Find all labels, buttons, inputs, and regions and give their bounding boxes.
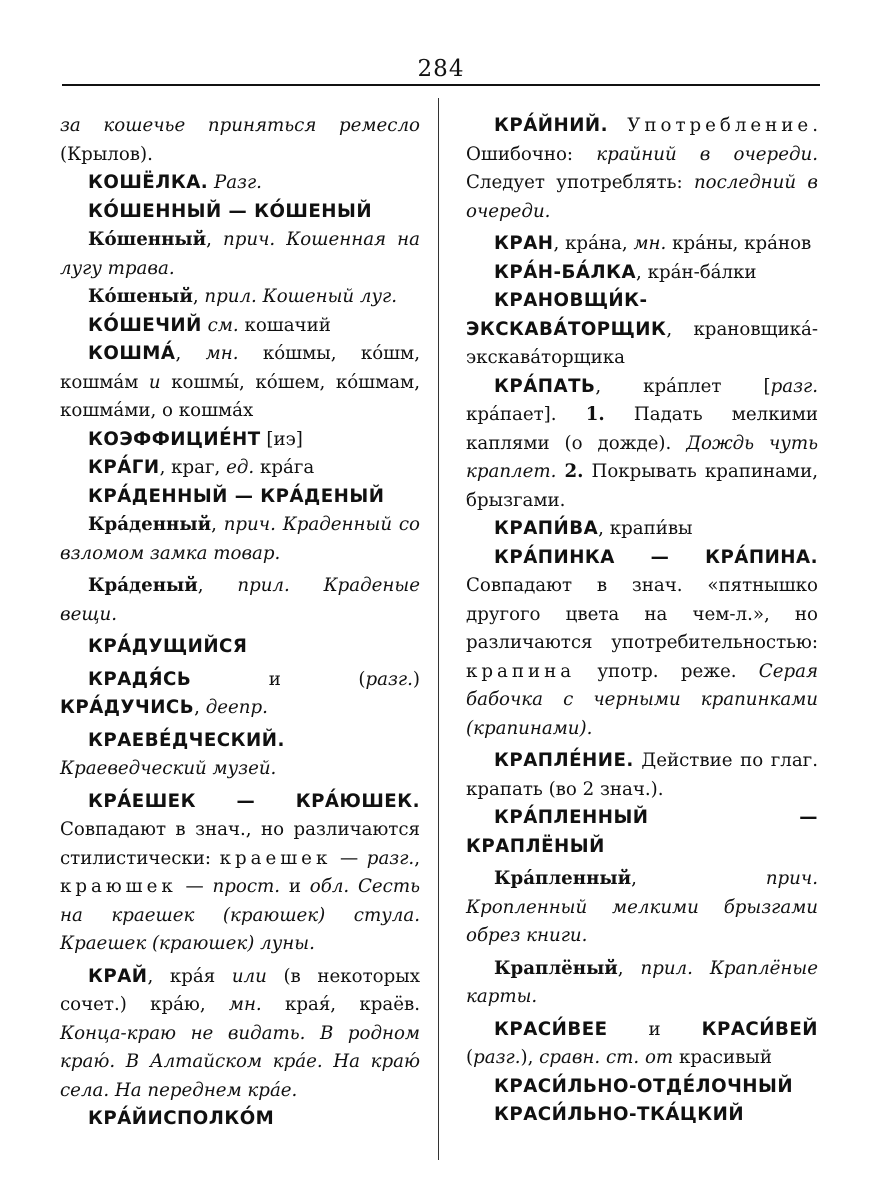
entry-text: , кра́я: [147, 965, 232, 987]
entry-text: Кра́деный: [88, 575, 198, 596]
entry-headword: КРАЕВЕ́ДЧЕСКИЙ.: [88, 729, 285, 751]
entry-text: , крановщика́-экскава́торщика: [466, 318, 818, 368]
dictionary-entry: [60, 198, 420, 227]
column-divider: [438, 98, 439, 1160]
dictionary-entry: [466, 1101, 818, 1130]
entry-text: прост.: [212, 876, 281, 897]
entry-headword: КРАН: [494, 233, 554, 254]
entry-text: обл. Сесть на краешек (краюшек) стула. Краешек (краюшек) луны.: [60, 876, 420, 954]
entry-headword: КРА́Н-БА́ЛКА: [494, 261, 637, 283]
entry-text: мн.: [633, 233, 667, 254]
dictionary-entry: [60, 963, 420, 1106]
dictionary-entry: [60, 283, 420, 312]
entry-text: кра́пает].: [466, 404, 586, 425]
dictionary-entry: [466, 955, 818, 1012]
entry-text: разг.: [365, 668, 413, 690]
dictionary-entry: [60, 454, 420, 483]
entry-headword: КОШЁЛКА.: [88, 172, 209, 193]
dictionary-entry: [466, 1073, 818, 1102]
entry-text: Действие по глаг. крапать (во 2 знач.).: [466, 750, 818, 800]
entry-text: Следует употреблять:: [466, 172, 694, 193]
entry-text: ,: [192, 286, 205, 307]
entry-text: разг.: [366, 847, 415, 869]
entry-headword: КРАПЛЕ́НИЕ.: [494, 750, 634, 771]
dictionary-entry: [60, 483, 420, 512]
entry-headword: КРА́ПАТЬ: [494, 375, 596, 397]
dictionary-entry: [60, 426, 420, 455]
entry-text: Серая бабочка с черными крапинками (крапинами).: [466, 660, 818, 739]
dictionary-entry: [466, 373, 818, 516]
entry-text: Кра́денный: [88, 514, 212, 535]
entry-text: 1.: [585, 404, 605, 425]
entry-text: прил. Краплёные карты.: [466, 957, 818, 1007]
entry-text: Дождь чуть краплет.: [466, 432, 818, 482]
entry-headword: КОШМА́: [88, 343, 176, 364]
entry-text: ,: [414, 847, 420, 869]
entry-headword: КРАЙ: [88, 965, 148, 987]
entry-text: [иэ]: [260, 428, 303, 450]
entry-text: ,: [194, 697, 206, 718]
entry-headword: КРАПИ́ВА: [494, 518, 599, 539]
entry-text: последний в очереди.: [466, 172, 818, 222]
entry-text: (: [466, 1047, 474, 1068]
entry-text: , краг,: [159, 457, 227, 478]
entry-text: мн.: [205, 343, 239, 364]
entry-text: [608, 115, 627, 136]
entry-text: Разг.: [208, 172, 262, 193]
entry-text: или: [231, 965, 267, 987]
entry-text: сравн. ст. от: [539, 1047, 674, 1068]
entry-text: прич. Кропленный мелкими брызгами обрез книги.: [466, 868, 818, 946]
entry-text: Падать мелкими каплями (о дожде).: [466, 404, 818, 454]
entry-headword: КО́ШЕННЫЙ — КО́ШЕНЫЙ: [88, 200, 373, 222]
entry-headword: КРАНОВЩИ́К-ЭКСКАВА́ТОРЩИК: [466, 290, 667, 340]
entry-text: —: [176, 876, 213, 897]
entry-text: разг.: [473, 1047, 521, 1068]
left-column: [60, 112, 420, 1134]
entry-text: 2.: [564, 461, 584, 482]
entry-headword: КРА́ЕШЕК — КРА́ЮШЕК.: [88, 790, 420, 812]
entry-text: и (: [191, 668, 366, 690]
dictionary-entry: [466, 1016, 818, 1073]
dictionary-entry: [60, 1105, 420, 1134]
entry-text: и: [280, 876, 310, 897]
entry-text: разг.: [770, 375, 818, 397]
entry-text: и: [148, 371, 161, 393]
entry-text: Краплёный: [494, 957, 618, 979]
entry-text: ,: [197, 575, 238, 596]
dictionary-entry: [466, 230, 818, 259]
entry-text: краюшек: [60, 876, 177, 897]
dictionary-entry: [60, 727, 420, 784]
entry-headword: КРАДЯ́СЬ: [88, 668, 192, 690]
entry-text: , кра́н-ба́лки: [636, 261, 757, 283]
dictionary-entry: [466, 259, 818, 288]
entry-text: ко́шмы, ко́шм, кошма́м: [60, 343, 420, 393]
dictionary-entry: [60, 226, 420, 283]
entry-text: ,: [631, 868, 766, 889]
entry-text: ,: [617, 957, 641, 979]
entry-text: Кра́пленный: [494, 868, 632, 889]
entry-text: —: [331, 847, 367, 869]
entry-text: Ко́шеный: [88, 286, 193, 307]
entry-text: прич. Краденный со взломом замка товар.: [60, 514, 420, 564]
entry-headword: КОЭФФИЦИЕ́НТ: [88, 428, 261, 450]
entry-text: Употребление: [627, 115, 813, 136]
entry-text: ): [412, 668, 420, 690]
entry-text: красивый: [673, 1047, 772, 1068]
dictionary-entry: [60, 169, 420, 198]
entry-text: деепр.: [205, 697, 268, 718]
entry-text: кра́га: [254, 457, 315, 478]
entry-text: , кра́плет [: [595, 375, 771, 397]
entry-headword: КРАСИ́ЛЬНО-ОТДЕ́ЛОЧНЫЙ: [494, 1075, 794, 1097]
dictionary-entry: [60, 340, 420, 426]
entry-text: Покрывать крапинами, брызгами.: [466, 461, 818, 511]
dictionary-entry: [60, 666, 420, 723]
dictionary-entry: [60, 511, 420, 568]
entry-text: кошмы́, ко́шем, ко́шмам, кошма́ми, о кошма́х: [60, 371, 420, 421]
dictionary-entry: [60, 633, 420, 662]
entry-text: , кра́на,: [553, 233, 634, 254]
dictionary-entry: [466, 287, 818, 373]
right-column: [466, 112, 818, 1130]
dictionary-entry: [60, 112, 420, 169]
entry-text: (Крылов).: [60, 143, 153, 165]
entry-text: кошачий: [238, 314, 331, 336]
entry-text: края́, краёв.: [261, 994, 420, 1015]
entry-text: мн.: [228, 994, 262, 1015]
dictionary-entry: [466, 804, 818, 861]
entry-headword: КРА́ДУЧИСЬ: [60, 697, 195, 718]
dictionary-entry: [60, 788, 420, 959]
dictionary-entry: [466, 112, 818, 226]
entry-headword: КРА́ПЛЕННЫЙ — КРАПЛЁНЫЙ: [466, 807, 818, 857]
entry-headword: КРА́ЙИСПОЛКО́М: [88, 1108, 275, 1129]
entry-text: (в некоторых сочет.) кра́ю,: [60, 965, 420, 1015]
entry-text: ,: [175, 343, 206, 364]
entry-text: прич. Кошенная на лугу трава.: [60, 229, 420, 279]
entry-text: ,: [211, 514, 224, 535]
dictionary-entry: [466, 865, 818, 951]
entry-headword: КРА́ПИНКА — КРА́ПИНА.: [494, 546, 818, 568]
entry-headword: КО́ШЕЧИЙ: [88, 314, 202, 336]
page-number: 284: [417, 56, 465, 82]
entry-text: прил. Кошеный луг.: [204, 286, 398, 307]
entry-text: и: [607, 1018, 702, 1040]
entry-headword: КРАСИ́ЛЬНО-ТКА́ЦКИЙ: [494, 1104, 745, 1125]
entry-text: за кошечье приняться ремесло: [60, 115, 420, 136]
entry-headword: КРАСИ́ВЕЙ: [701, 1018, 818, 1040]
dictionary-entry: [60, 312, 420, 341]
entry-text: . Ошибочно:: [466, 115, 818, 165]
entry-text: Конца-краю не видать. В родном краю́. В Алтайском кра́е. На краю́ села. На переднем кра́е.: [60, 1022, 420, 1101]
entry-text: краешек: [219, 847, 332, 869]
entry-text: Краеведческий музей.: [60, 758, 277, 779]
entry-text: крайний в очереди.: [596, 143, 818, 165]
entry-text: ед.: [226, 457, 255, 478]
dictionary-entry: [466, 544, 818, 744]
entry-text: крапина: [466, 660, 576, 682]
entry-headword: КРАСИ́ВЕЕ: [494, 1018, 608, 1040]
entry-headword: КРА́ГИ: [88, 457, 160, 478]
entry-text: Ко́шенный: [88, 229, 207, 250]
entry-text: прил. Краденые вещи.: [60, 575, 420, 625]
entry-text: см.: [201, 314, 239, 336]
entry-headword: КРА́ДУЩИЙСЯ: [88, 636, 248, 657]
entry-text: , крапи́вы: [598, 518, 693, 539]
entry-text: кра́ны, кра́нов: [666, 233, 812, 254]
entry-text: употр. реже.: [575, 660, 759, 682]
entry-text: ),: [520, 1047, 540, 1068]
header-rule: [62, 84, 820, 86]
entry-text: ,: [206, 229, 223, 250]
entry-headword: КРА́ДЕННЫЙ — КРА́ДЕНЫЙ: [88, 485, 385, 507]
dictionary-entry: [60, 572, 420, 629]
entry-text: Совпадают в знач. «пятнышко другого цвета на чем-л.», но различаются употребительностью:: [466, 575, 818, 653]
dictionary-entry: [466, 515, 818, 544]
dictionary-entry: [466, 747, 818, 804]
entry-text: Совпадают в знач., но различаются стилистически:: [60, 819, 420, 869]
entry-headword: КРА́ЙНИЙ.: [494, 115, 609, 136]
